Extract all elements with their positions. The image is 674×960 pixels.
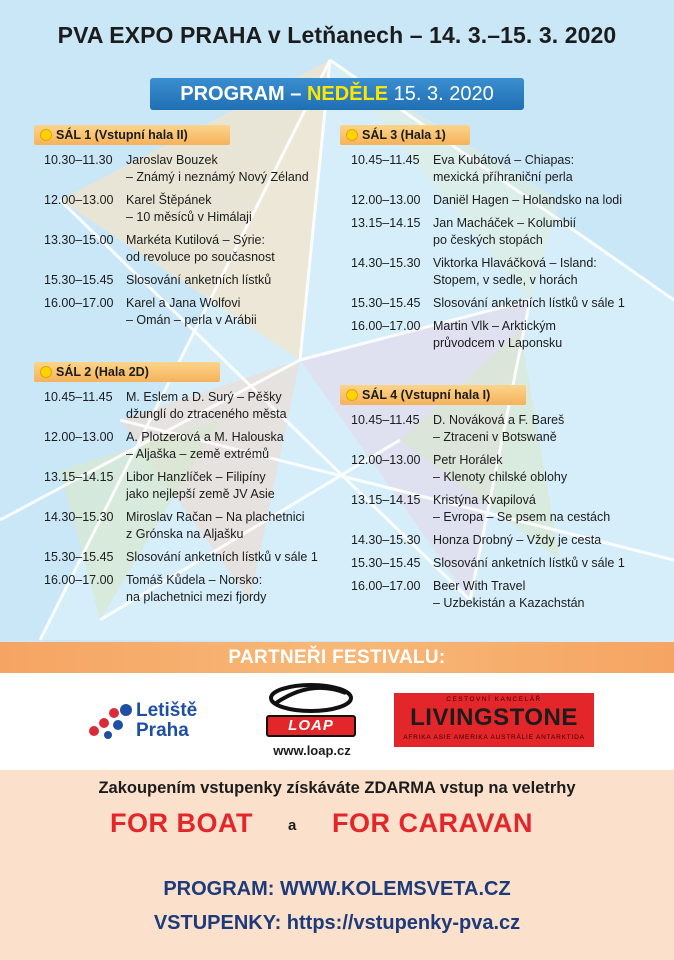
schedule-line: jako nejlepší země JV Asie — [126, 487, 275, 501]
schedule-line: Markéta Kutilová – Sýrie: — [126, 233, 265, 247]
schedule-description — [126, 192, 334, 226]
schedule-line: Slosování anketních lístků v sále 1 — [433, 296, 625, 310]
schedule-line: Slosování anketních lístků v sále 1 — [126, 550, 318, 564]
schedule-time: 13.15–14.15 — [351, 216, 421, 230]
letiste-praha-logo[interactable] — [86, 701, 236, 745]
offer-and: a — [288, 817, 297, 834]
schedule-row — [351, 452, 661, 486]
schedule-row — [351, 192, 661, 209]
schedule-time: 16.00–17.00 — [351, 319, 421, 333]
schedule-description — [433, 578, 661, 612]
schedule-description — [433, 492, 661, 526]
schedule-description — [126, 389, 344, 423]
airport-logo-icon — [86, 703, 134, 741]
schedule-time: 16.00–17.00 — [351, 579, 421, 593]
schedule-row — [351, 492, 661, 526]
loap-url: www.loap.cz — [273, 743, 351, 758]
for-caravan-logo: FOR CARAVAN — [332, 808, 533, 838]
schedule-time: 13.30–15.00 — [44, 233, 114, 247]
schedule-line: – Omán – perla v Arábii — [126, 313, 257, 327]
schedule-time: 15.30–15.45 — [351, 556, 421, 570]
schedule-row — [351, 578, 661, 612]
hall-3-title: SÁL 3 (Hala 1) — [362, 128, 446, 142]
schedule-line: M. Eslem a D. Surý – Pěšky — [126, 390, 282, 404]
schedule-time: 12.00–13.00 — [351, 453, 421, 467]
partner-logos — [0, 673, 674, 770]
schedule-time: 13.15–14.15 — [44, 470, 114, 484]
hall-4-schedule — [351, 412, 661, 618]
schedule-description — [433, 152, 661, 186]
schedule-line: od revoluce po současnost — [126, 250, 275, 264]
schedule-row — [44, 429, 344, 463]
schedule-time: 16.00–17.00 — [44, 573, 114, 587]
schedule-line: – Uzbekistán a Kazachstán — [433, 596, 585, 610]
letiste-line1: Letiště — [136, 700, 198, 721]
loap-swoosh-icon — [268, 683, 354, 713]
schedule-description — [126, 469, 344, 503]
schedule-line: Karel Štěpánek — [126, 193, 212, 207]
schedule-description — [433, 412, 661, 446]
schedule-row — [351, 555, 661, 572]
schedule-line: Jaroslav Bouzek — [126, 153, 218, 167]
schedule-line: Jan Macháček – Kolumbií — [433, 216, 577, 230]
schedule-time: 10.45–11.45 — [351, 413, 420, 427]
schedule-time: 12.00–13.00 — [44, 430, 114, 444]
schedule-row — [351, 255, 661, 289]
schedule-line: průvodcem v Laponsku — [433, 336, 563, 350]
schedule-description — [433, 318, 661, 352]
hall-3-header — [340, 125, 470, 145]
schedule-description — [433, 532, 661, 549]
schedule-description — [433, 192, 661, 209]
schedule-time: 14.30–15.30 — [44, 510, 114, 524]
schedule-line: Slosování anketních lístků — [126, 273, 272, 287]
loap-logo-text: LOAP — [288, 717, 334, 734]
hall-2-title: SÁL 2 (Hala 2D) — [56, 365, 149, 379]
livingstone-bottom: AFRIKA ASIE AMERIKA AUSTRÁLIE ANTARKTIDA — [403, 734, 585, 741]
schedule-time: 12.00–13.00 — [44, 193, 114, 207]
schedule-row — [44, 549, 344, 566]
schedule-time: 15.30–15.45 — [44, 550, 114, 564]
schedule-description — [126, 549, 344, 566]
bullet-icon — [40, 129, 52, 141]
schedule-row — [351, 318, 661, 352]
schedule-row — [44, 389, 344, 423]
letiste-line2: Praha — [136, 720, 189, 741]
loap-badge — [266, 715, 356, 737]
schedule-time: 10.45–11.45 — [44, 390, 113, 404]
schedule-line: na plachetnici mezi fjordy — [126, 590, 267, 604]
offer-area — [0, 770, 674, 960]
bullet-icon — [346, 129, 358, 141]
schedule-line: Kristýna Kvapilová — [433, 493, 536, 507]
hall-3-schedule — [351, 152, 661, 358]
schedule-description — [433, 555, 661, 572]
schedule-line: A. Plotzerová a M. Halouska — [126, 430, 284, 444]
program-link[interactable]: PROGRAM: WWW.KOLEMSVETA.CZ — [163, 878, 511, 900]
schedule-time: 14.30–15.30 — [351, 256, 421, 270]
schedule-time: 16.00–17.00 — [44, 296, 114, 310]
schedule-time: 13.15–14.15 — [351, 493, 421, 507]
bullet-icon — [346, 389, 358, 401]
schedule-time: 12.00–13.00 — [351, 193, 421, 207]
bullet-icon — [40, 366, 52, 378]
schedule-line: Karel a Jana Wolfovi — [126, 296, 241, 310]
schedule-row — [351, 152, 661, 186]
hall-4-title: SÁL 4 (Vstupní hala I) — [362, 388, 491, 402]
schedule-line: – Ztraceni v Botswaně — [433, 430, 557, 444]
loap-logo[interactable] — [262, 683, 362, 767]
page-title: PVA EXPO PRAHA v Letňanech – 14. 3.–15. 3. 2020 — [57, 22, 617, 48]
schedule-line: – Evropa – Se psem na cestách — [433, 510, 611, 524]
schedule-row — [44, 152, 334, 186]
schedule-line: Martin Vlk – Arktickým — [433, 319, 556, 333]
schedule-description — [433, 295, 661, 312]
hall-2-schedule — [44, 389, 344, 612]
schedule-line: mexická příhraniční perla — [433, 170, 573, 184]
banner-prefix: PROGRAM – — [180, 83, 307, 105]
schedule-line: Petr Horálek — [433, 453, 503, 467]
banner-date: 15. 3. 2020 — [388, 83, 494, 105]
partners-title: PARTNEŘI FESTIVALU: — [228, 647, 446, 668]
schedule-line: – 10 měsíců v Himálaji — [126, 210, 252, 224]
schedule-description — [126, 295, 334, 329]
schedule-row — [351, 412, 661, 446]
schedule-line: po českých stopách — [433, 233, 543, 247]
tickets-link[interactable]: VSTUPENKY: https://vstupenky-pva.cz — [153, 912, 521, 934]
schedule-description — [126, 152, 334, 186]
schedule-line: z Grónska na Aljašku — [126, 527, 244, 541]
schedule-line: džunglí do ztraceného města — [126, 407, 287, 421]
offer-text: Zakoupením vstupenky získáváte ZDARMA vstup na veletrhy — [98, 779, 576, 797]
schedule-row — [44, 272, 334, 289]
schedule-line: – Známý i neznámý Nový Zéland — [126, 170, 309, 184]
schedule-row — [44, 295, 334, 329]
banner-day: NEDĚLE — [306, 83, 389, 105]
livingstone-top: CESTOVNÍ KANCELÁŘ — [446, 696, 542, 703]
hall-1-title: SÁL 1 (Vstupní hala II) — [56, 128, 188, 142]
schedule-line: Stopem, v sedle, v horách — [433, 273, 578, 287]
schedule-description — [126, 509, 344, 543]
schedule-line: – Aljaška – země extrémů — [126, 447, 270, 461]
hall-4-header — [340, 385, 526, 405]
livingstone-name: LIVINGSTONE — [410, 704, 578, 731]
hall-1-header — [34, 125, 230, 145]
schedule-line: Miroslav Račan – Na plachetnici — [126, 510, 305, 524]
schedule-line: Honza Drobný – Vždy je cesta — [433, 533, 602, 547]
schedule-description — [126, 429, 344, 463]
schedule-time: 15.30–15.45 — [44, 273, 114, 287]
schedule-description — [126, 232, 334, 266]
for-boat-logo: FOR BOAT — [110, 808, 253, 838]
schedule-line: – Klenoty chilské oblohy — [433, 470, 568, 484]
schedule-time: 15.30–15.45 — [351, 296, 421, 310]
schedule-line: Viktorka Hlaváčková – Island: — [433, 256, 597, 270]
schedule-line: D. Nováková a F. Bareš — [433, 413, 565, 427]
schedule-row — [44, 572, 344, 606]
schedule-row — [351, 532, 661, 549]
schedule-description — [126, 572, 344, 606]
schedule-line: Beer With Travel — [433, 579, 526, 593]
schedule-description — [433, 215, 661, 249]
schedule-time: 10.30–11.30 — [44, 153, 113, 167]
schedule-row — [44, 232, 334, 266]
schedule-time: 14.30–15.30 — [351, 533, 421, 547]
schedule-line: Eva Kubátová – Chiapas: — [433, 153, 575, 167]
schedule-row — [44, 469, 344, 503]
schedule-row — [351, 295, 661, 312]
schedule-description — [433, 452, 661, 486]
schedule-line: Slosování anketních lístků v sále 1 — [433, 556, 625, 570]
schedule-line: Libor Hanzlíček – Filipíny — [126, 470, 266, 484]
schedule-time: 10.45–11.45 — [351, 153, 420, 167]
schedule-row — [44, 509, 344, 543]
partners-band — [0, 642, 674, 673]
livingstone-logo[interactable] — [394, 693, 594, 747]
schedule-row — [351, 215, 661, 249]
schedule-description — [126, 272, 334, 289]
hall-1-schedule — [44, 152, 334, 335]
hall-2-header — [34, 362, 220, 382]
schedule-line: Tomáš Kůdela – Norsko: — [126, 573, 263, 587]
schedule-row — [44, 192, 334, 226]
schedule-description — [433, 255, 661, 289]
schedule-line: Daniël Hagen – Holandsko na lodi — [433, 193, 623, 207]
program-banner — [150, 78, 524, 110]
